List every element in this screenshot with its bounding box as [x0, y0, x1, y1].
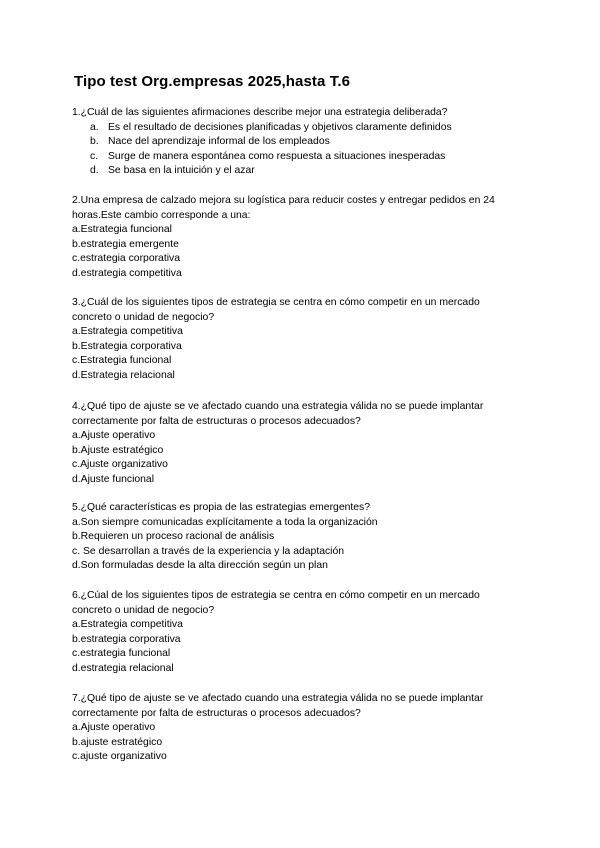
document-title: Tipo test Org.empresas 2025,hasta T.6: [74, 73, 351, 90]
question-7-stem-line-2: correctamente por falta de estructuras o procesos adecuados?: [72, 707, 361, 719]
question-5-option-b: b.Requieren un proceso racional de análisis: [72, 531, 275, 543]
question-1-options: [72, 121, 532, 179]
question-3-stem-line-2: concreto o unidad de negocio?: [72, 311, 215, 323]
option-text: Nace del aprendizaje informal de los empleados: [108, 136, 330, 148]
question-7-option-c: c.ajuste organizativo: [72, 751, 167, 763]
question-2-option-d: d.estrategia competitiva: [72, 267, 182, 279]
question-4: [72, 400, 532, 488]
question-6-stem-line-1: 6.¿Cúal de los siguientes tipos de estrategia se centra en cómo competir en un mercado: [72, 590, 480, 601]
question-4-stem-line-1: 4.¿Qué tipo de ajuste se ve afectado cuando una estrategia válida no se puede implantar: [72, 401, 484, 412]
option-text: Es el resultado de decisiones planificadas y objetivos claramente definidos: [108, 121, 452, 133]
option-text: Surge de manera espontánea como respuesta a situaciones inesperadas: [108, 150, 446, 162]
question-7-stem-line-1: 7.¿Qué tipo de ajuste se ve afectado cuando una estrategia válida no se puede implantar: [72, 693, 484, 704]
question-2-option-b: b.estrategia emergente: [72, 238, 179, 250]
question-4-option-b: b.Ajuste estratégico: [72, 444, 164, 456]
question-3-stem-line-1: 3.¿Cuál de los siguientes tipos de estrategia se centra en cómo competir en un mercado: [72, 297, 480, 308]
question-4-option-d: d.Ajuste funcional: [72, 473, 155, 485]
question-6: [72, 589, 532, 677]
question-5-option-a: a.Son siempre comunicadas explícitamente a toda la organización: [72, 516, 378, 528]
question-1: [72, 106, 532, 179]
question-2-stem-line-2: horas.Este cambio corresponde a una:: [72, 209, 251, 221]
option-marker: c.: [90, 150, 99, 162]
question-3-option-a: a.Estrategia competitiva: [72, 326, 183, 338]
question-5-stem: 5.¿Qué características es propia de las estrategias emergentes?: [72, 502, 371, 513]
question-6-option-a: a.Estrategia competitiva: [72, 619, 183, 631]
option-marker: d.: [90, 165, 99, 177]
question-3-option-c: c.Estrategia funcional: [72, 355, 172, 367]
question-5-option-d: d.Son formuladas desde la alta dirección según un plan: [72, 560, 328, 572]
question-5-option-c: c. Se desarrollan a través de la experiencia y la adaptación: [72, 545, 345, 557]
question-2-stem-line-1: 2.Una empresa de calzado mejora su logística para reducir costes y entregar pedidos en 24: [72, 195, 495, 206]
question-6-option-d: d.estrategia relacional: [72, 662, 174, 674]
question-7-option-a: a.Ajuste operativo: [72, 722, 156, 734]
question-6-stem-line-2: concreto o unidad de negocio?: [72, 604, 215, 616]
question-2-option-a: a.Estrategia funcional: [72, 224, 172, 236]
option-marker: b.: [90, 136, 99, 148]
question-3-option-b: b.Estrategia corporativa: [72, 340, 182, 352]
question-6-option-c: c.estrategia funcional: [72, 648, 171, 660]
question-4-stem-line-2: correctamente por falta de estructuras o procesos adecuados?: [72, 415, 361, 427]
question-3: [72, 296, 532, 384]
question-6-option-b: b.estrategia corporativa: [72, 633, 181, 645]
question-7-option-b: b.ajuste estratégico: [72, 736, 163, 748]
question-1-stem: 1.¿Cuál de las siguientes afirmaciones describe mejor una estrategia deliberada?: [72, 107, 448, 118]
question-1-option-c: [72, 150, 532, 165]
question-4-option-a: a.Ajuste operativo: [72, 430, 156, 442]
question-2-option-c: c.estrategia corporativa: [72, 253, 181, 265]
question-1-option-a: [72, 121, 532, 136]
option-marker: a.: [90, 121, 99, 133]
question-3-option-d: d.Estrategia relacional: [72, 369, 175, 381]
question-1-option-d: [72, 164, 532, 179]
question-7: [72, 692, 532, 765]
question-2: [72, 194, 532, 282]
question-5: [72, 501, 532, 574]
question-1-option-b: [72, 135, 532, 150]
option-text: Se basa en la intuición y el azar: [108, 165, 255, 177]
question-4-option-c: c.Ajuste organizativo: [72, 459, 168, 471]
